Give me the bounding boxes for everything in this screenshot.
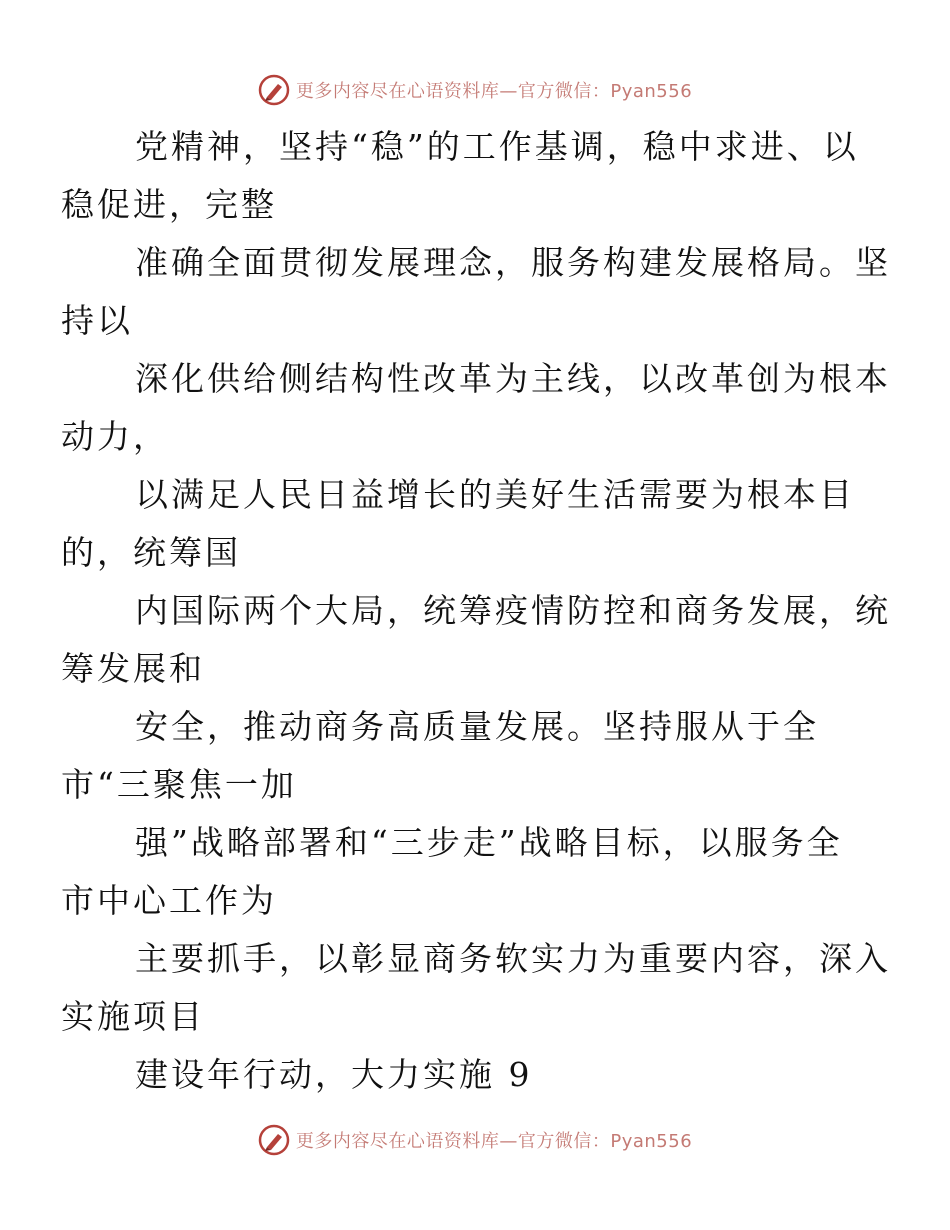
watermark-text: 更多内容尽在心语资料库—官方微信：Pyan556: [295, 81, 693, 102]
paragraph: [61, 118, 859, 234]
paragraph-line: 主要抓手，以彰显商务软实力为重要内容，深入: [135, 939, 891, 978]
pen-logo-icon: [258, 1124, 290, 1156]
paragraph-line: 内国际两个大局，统筹疫情防控和商务发展，统: [135, 591, 891, 630]
footer-watermark: [0, 1120, 950, 1160]
paragraph-line: 市“三聚焦一加: [61, 765, 297, 804]
paragraph-line: 深化供给侧结构性改革为主线，以改革创为根本: [135, 359, 891, 398]
paragraph-line: 实施项目: [61, 997, 205, 1036]
header-watermark: [0, 70, 950, 110]
paragraph: [61, 234, 891, 350]
paragraph-line: 强”战略部署和“三步走”战略目标，以服务全: [135, 823, 843, 862]
paragraph: [61, 350, 891, 466]
paragraph: [61, 582, 891, 698]
paragraph-line: 建设年行动，大力实施 9: [135, 1055, 533, 1094]
paragraph-line: 党精神，坚持“稳”的工作基调，稳中求进、以: [135, 127, 859, 166]
pen-logo-icon: [258, 74, 290, 106]
watermark-text: 更多内容尽在心语资料库—官方微信：Pyan556: [295, 1131, 693, 1152]
paragraph-line: 稳促进，完整: [61, 185, 277, 224]
paragraph: [61, 930, 891, 1046]
document-body: [61, 118, 891, 1104]
paragraph-line: 安全，推动商务高质量发展。坚持服从于全: [135, 707, 819, 746]
paragraph-line: 准确全面贯彻发展理念，服务构建发展格局。坚: [135, 243, 891, 282]
paragraph-line: 持以: [61, 301, 133, 340]
paragraph: [61, 814, 858, 930]
paragraph-line: 动力，: [61, 417, 169, 456]
paragraph-line: 市中心工作为: [61, 881, 277, 920]
paragraph-line: 的，统筹国: [61, 533, 241, 572]
paragraph: [61, 698, 858, 814]
paragraph: [61, 466, 858, 582]
paragraph-line: 以满足人民日益增长的美好生活需要为根本目: [135, 475, 855, 514]
paragraph-line: 筹发展和: [61, 649, 205, 688]
paragraph: [98, 1046, 858, 1104]
